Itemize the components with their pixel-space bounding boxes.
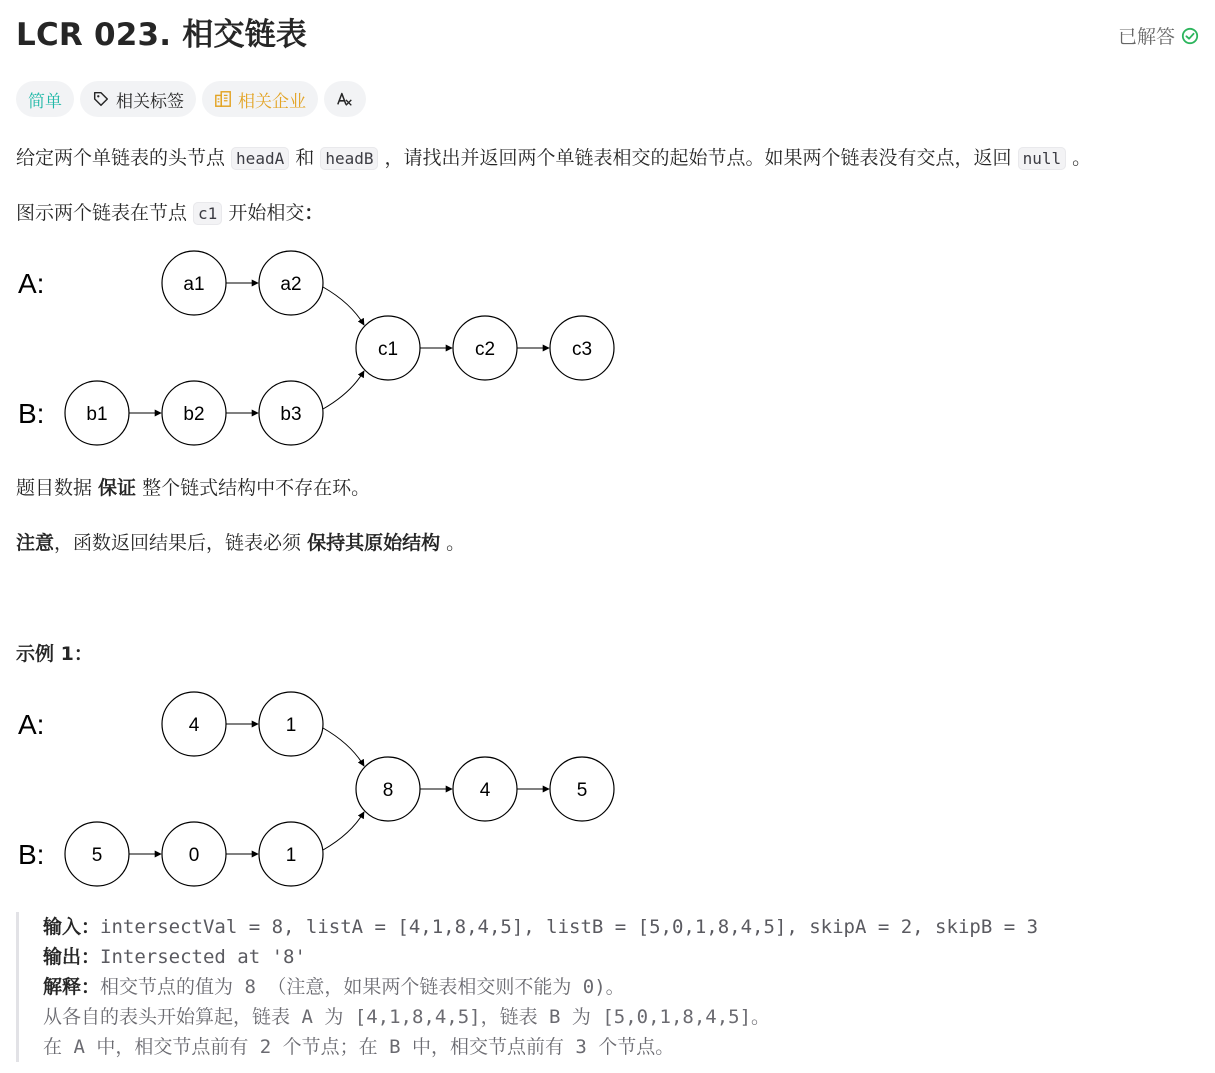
node-a-1: 1 [285,715,297,736]
bold-text: 保证 [98,477,137,499]
colon: ： [304,202,324,224]
example-explanation [43,972,625,1002]
output-value: Intersected at '8' [100,946,306,968]
example-explanation-3 [43,1032,674,1062]
solved-label: 已解答 [1117,26,1175,48]
code-headB: headB [320,147,378,170]
related-companies-button[interactable] [202,81,318,117]
node-a-0: 4 [188,715,200,736]
node-b3: b3 [280,404,302,425]
text: 整个链式结构中不存在环。 [136,477,371,499]
intersection-diagram [16,245,636,450]
explanation-label: 解释： [43,976,101,998]
label-b: B: [18,839,45,870]
code-headA: headA [231,147,289,170]
code-c1: c1 [193,202,222,225]
description-paragraph-4 [16,528,465,558]
node-b-0: 5 [91,845,103,866]
description-paragraph-3 [16,473,370,503]
example-input [43,912,1038,942]
tag-bar [16,81,366,117]
node-shared-1: 4 [479,780,491,801]
example-block [16,912,1202,1062]
related-tags-label: 相关标签 [116,91,184,112]
arrow [323,728,364,766]
difficulty-label: 简单 [28,91,62,112]
text: 开始相交 [222,202,305,224]
building-icon [214,90,232,108]
node-b-2: 1 [285,845,297,866]
node-b-1: 0 [188,845,200,866]
related-companies-label: 相关企业 [238,91,306,112]
bold-text: 注意 [16,532,55,554]
node-b1: b1 [86,404,108,425]
node-shared-0: 8 [382,780,394,801]
bold-text: 保持其原始结构 [307,532,441,554]
text: 和 [289,147,321,169]
node-a2: a2 [280,274,302,295]
label-a: A: [18,709,45,740]
translate-icon [336,90,354,108]
arrow [323,371,364,409]
example-heading [16,639,93,669]
example-explanation-2 [43,1002,770,1032]
node-c3: c3 [571,339,593,360]
text: ，请找出并返回两个单链表相交的起始节点。如果两个链表没有交点，返回 [378,147,1018,169]
difficulty-tag[interactable] [16,81,74,117]
node-c1: c1 [377,339,399,360]
explanation-line: 相交节点的值为 8 （注意，如果两个链表相交则不能为 0)。 [100,976,625,998]
text: 。 [440,532,466,554]
text: ，函数返回结果后，链表必须 [54,532,308,554]
check-circle-icon [1181,27,1199,45]
related-tags-button[interactable] [80,81,196,117]
example-heading-text: 示例 1： [16,643,93,665]
explanation-line: 从各自的表头开始算起，链表 A 为 [4,1,8,4,5]，链表 B 为 [5,0,1,8,4,5]。 [43,1006,771,1028]
node-c2: c2 [474,339,496,360]
explanation-line: 在 A 中，相交节点前有 2 个节点；在 B 中，相交节点前有 3 个节点。 [43,1036,675,1058]
arrow [323,287,364,325]
node-b2: b2 [183,404,205,425]
text: 给定两个单链表的头节点 [16,147,232,169]
text: 图示两个链表在节点 [16,202,194,224]
problem-title[interactable]: LCR 023. 相交链表 [16,17,308,53]
input-label: 输入： [43,916,101,938]
description-paragraph-2 [16,198,323,229]
description-paragraph-1 [16,143,1091,174]
code-null: null [1018,147,1067,170]
example-output [43,942,306,972]
node-a1: a1 [183,274,205,295]
solved-status [1118,22,1199,49]
label-a: A: [18,268,45,299]
example-diagram [16,686,636,891]
text: 。 [1066,147,1092,169]
output-label: 输出： [43,946,101,968]
tag-icon [92,90,110,108]
input-value: intersectVal = 8, listA = [4,1,8,4,5], listB = [5,0,1,8,4,5], skipA = 2, skipB = 3 [100,916,1039,938]
text: 题目数据 [16,477,99,499]
title-row [16,14,1199,58]
label-b: B: [18,398,45,429]
node-shared-2: 5 [576,780,588,801]
translate-button[interactable] [324,81,366,117]
arrow [323,812,364,850]
